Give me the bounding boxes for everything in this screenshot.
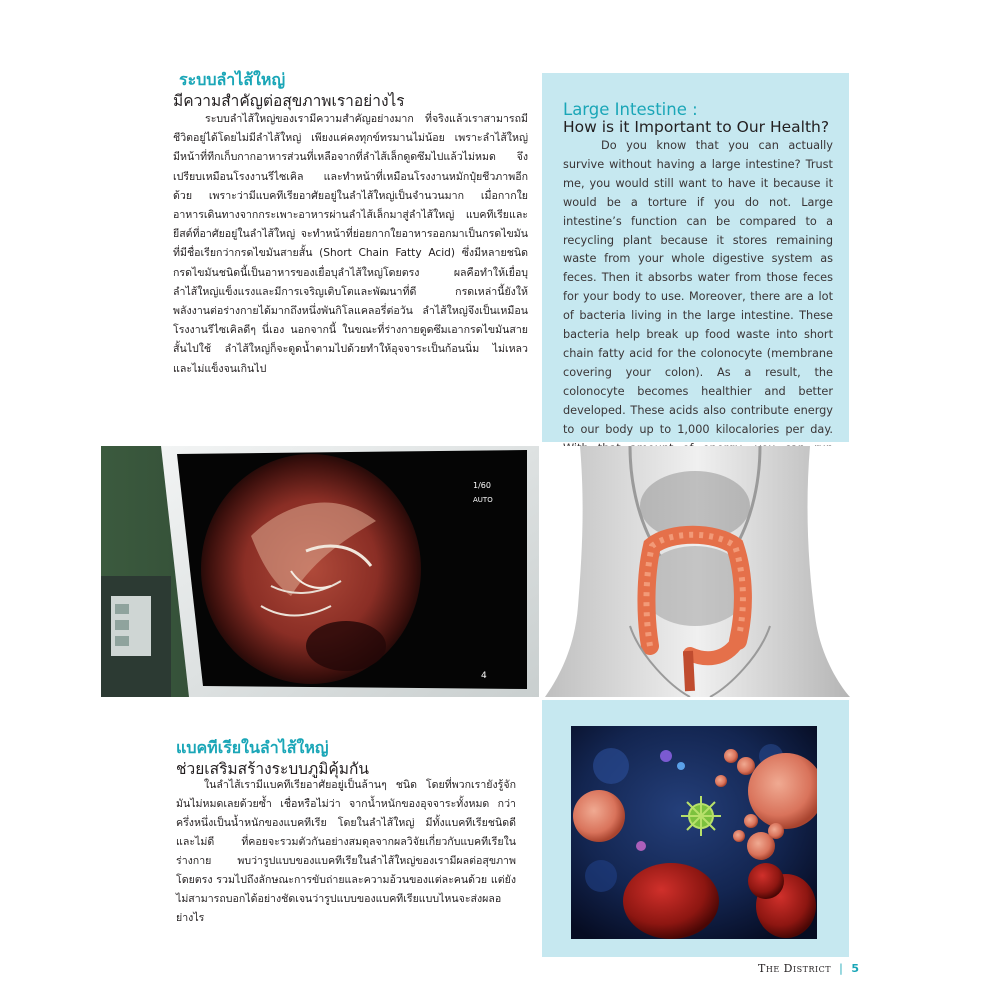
section-2-body-thai xyxy=(176,776,516,928)
english-body xyxy=(563,137,833,477)
footer-separator: | xyxy=(839,962,844,975)
monitor-readout-3: 4 xyxy=(481,671,487,681)
gut-bacteria-illustration xyxy=(571,726,817,939)
endoscopy-monitor-photo xyxy=(101,446,539,697)
english-title: Large Intestine : xyxy=(563,100,698,119)
page-number: 5 xyxy=(851,962,860,975)
section-2-subtitle-thai: ช่วยเสริมสร้างระบบภูมิคุ้มกัน xyxy=(176,760,369,778)
large-intestine-anatomy-illustration xyxy=(540,446,850,697)
section-1-subtitle-thai: มีความสำคัญต่อสุขภาพเราอย่างไร xyxy=(173,92,405,110)
section-1-title-thai: ระบบลำไส้ใหญ่ xyxy=(179,70,286,89)
publication-name: The District xyxy=(758,962,832,975)
monitor-readout-1: 1/60 xyxy=(473,481,491,490)
section-1-body-text: ระบบลำไส้ใหญ่ของเรามีความสำคัญอย่างมาก ที่จริงแล้วเราสามารถมีชีวิตอยู่ได้โดยไม่มีลำไส้ใหญ่ เพียงแค่คงทุกข์ทรมานไม่น้อย เพราะลำไส้ใหญ่มีหน้าที่ทีกเก็บกากอาหารส่วนที่เหลือจากที่ลำไส้เล็กดูดซึมไปแล้วไม่หมด จึงเปรียบเหมือนโรงงานรีไซเคิล และทำหน้าที่เหมือนโรงงานหมักปุ๋ยชีวภาพอีกด้วย เพราะว่ามีแบคทีเรียอาศัยอยู่ในลำไส้ใหญ่เป็นจำนวนมาก เมื่อกากใยอาหารเดินทางจากกระเพาะอาหารผ่านลำไส้เล็กมาสู่ลำไส้ใหญ่ แบคทีเรียและยีสต์ที่อาศัยอยู่ในลำไส้ใหญ่ จะทำหน้าที่ย่อยกากใยอาหารออกมาเป็นกรดไขมันที่มีชื่อเรียกว่ากรดไขมันสายสั้น (Short Chain Fatty Acid) ซึ่งมีหลายชนิด กรดไขมันชนิดนี้เป็นอาหารของเยื่อบุลำไส้ใหญ่โดยตรง ผลคือทำให้เยื่อบุลำไส้ใหญ่แข็งแรงและมีการเจริญเติบโตและพัฒนาที่ดี กรดเหล่านี้ยังให้พลังงานต่อร่างกายได้มากถึงหนึ่งพันกิโลแคลอรี่ต่อวัน ลำไส้ใหญ่จึงเป็นเหมือนโรงงานรีไซเคิลดีๆ นี่เอง นอกจากนี้ ในขณะที่ร่างกายดูดซึมเอากรดไขมันสายสั้นไปใช้ ลำไส้ใหญ่ก็จะดูดน้ำตามไปด้วยทำให้อุจจาระเป็นก้อนนิ่ม ไม่เหลว และไม่แข็งจนเกินไป xyxy=(173,113,528,375)
section-2-title-thai: แบคทีเรียในลำไส้ใหญ่ xyxy=(176,738,329,757)
section-2-body-text: ในลำไส้เรามีแบคทีเรียอาศัยอยู่เป็นล้านๆ ชนิด โดยที่พวกเรายังรู้จักมันไม่หมดเลยด้วยซ้ำ เชื่อหรือไม่ว่า จากน้ำหนักของอุจจาระทั้งหมด กว่าครึ่งหนึ่งเป็นน้ำหนักของแบคทีเรีย โดยในลำไส้ใหญ่ มีทั้งแบคทีเรียชนิดดีและไม่ดี ที่คอยจะรวมตัวกันอย่างสมดุลจากผลวิจัยเกี่ยวกับแบคทีเรียในร่างกาย พบว่ารูปแบบของแบคทีเรียในลำไส้ใหญ่ของเรามีผลต่อสุขภาพโดยตรง รวมไปถึงลักษณะการขับถ่ายและความอ้วนของแต่ละคนด้วย แต่ยังไม่สามารถบอกได้อย่างชัดเจนว่ารูปแบบของแบคทีเรียแบบไหนจะส่งผลอย่างไร xyxy=(176,779,516,924)
section-1-body-thai xyxy=(173,110,528,379)
monitor-readout-2: AUTO xyxy=(473,496,493,504)
english-body-text: Do you know that you can actually survive without having a large intestine? Trust me, you would still want to have it because it would be a torture if you do not. Large intestine’s function can be compared to a recycling plant because it stores remaining waste from your whole digestive system as feces. Then it absorbs water from those feces for your body to use. Moreover, there are a lot of bacteria living in the large intestine. These bacteria help break up food waste into short chain fatty acid for the colonocyte (membrane covering your colon). As a result, the colonocyte becomes healthier and better developed. These acids also contribute energy to our body up to 1,000 kilocalories per day. xyxy=(563,139,833,436)
page-footer xyxy=(758,962,859,975)
english-subtitle: How is it Important to Our Health? xyxy=(563,118,830,136)
